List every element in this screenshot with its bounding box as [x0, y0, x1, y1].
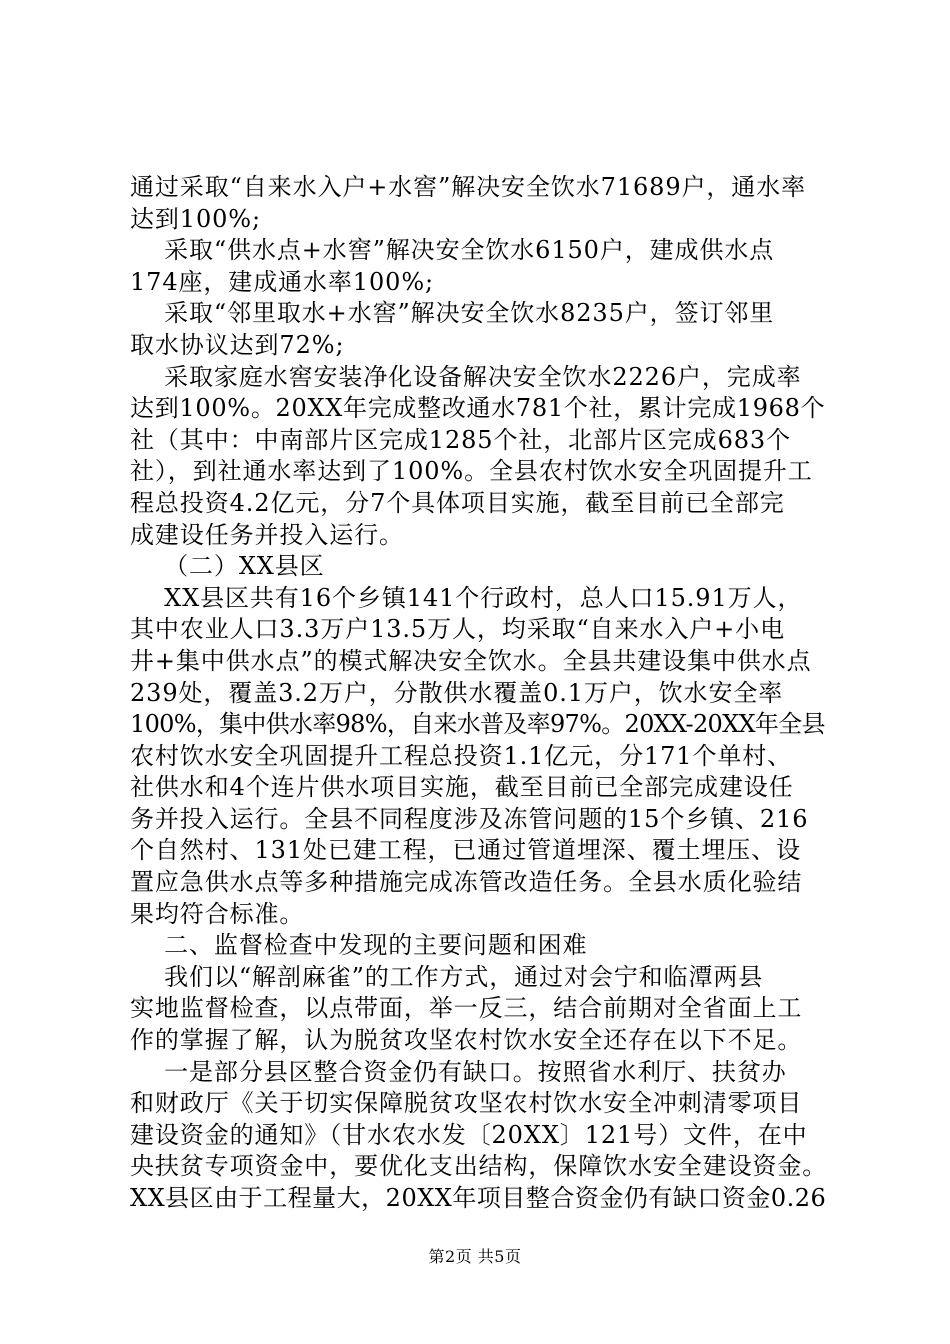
text-line: 程总投资4.2亿元，分7个具体项目实施，截至目前已全部完: [130, 488, 785, 517]
text-line: XX县区共有16个乡镇141个行政村，总人口15.91万人，: [130, 583, 803, 612]
text-line: 作的掌握了解，认为脱贫攻坚农村饮水安全还存在以下不足。: [130, 1026, 803, 1055]
document-body: [130, 172, 830, 1215]
text-line: 社），到社通水率达到了100%。全县农村饮水安全巩固提升工: [130, 457, 813, 486]
text-line: 和财政厅《关于切实保障脱贫攻坚农村饮水安全冲刺清零项目: [130, 1089, 803, 1118]
text-line: 我们以“解剖麻雀”的工作方式，通过对会宁和临潭两县: [130, 962, 764, 991]
text-line: 建设资金的通知》（甘水农水发〔20XX〕121号）文件，在中: [130, 1120, 808, 1149]
text-line: 二、监督检查中发现的主要问题和困难: [130, 931, 588, 960]
text-line: 通过采取“自来水入户+水窖”解决安全饮水71689户，通水率: [130, 173, 806, 201]
text-line: 成建设任务并投入运行。: [130, 520, 404, 549]
text-line: 取水协议达到72%;: [130, 330, 345, 359]
text-line: 其中农业人口3.3万户13.5万人，均采取“自来水入户+小电: [130, 615, 785, 644]
text-line: 达到100%;: [130, 204, 261, 233]
text-line: 务并投入运行。全县不同程度涉及冻管问题的15个乡镇、216: [130, 804, 809, 833]
text-line: 置应急供水点等多种措施完成冻管改造任务。全县水质化验结: [130, 868, 803, 897]
text-line: 社供水和4个连片供水项目实施，截至目前已全部完成建设任: [130, 773, 794, 802]
text-line: 100%，集中供水率98%，自来水普及率97%。20XX-20XX年全县: [130, 710, 825, 739]
text-line: （二）XX县区: [130, 552, 325, 581]
text-line: 达到100%。20XX年完成整改通水781个社，累计完成1968个: [130, 394, 826, 423]
text-line: 社（其中：中南部片区完成1285个社，北部片区完成683个: [130, 425, 791, 454]
page-footer: 第2页 共5页: [428, 1247, 522, 1266]
text-line: 实地监督检查，以点带面，举一反三，结合前期对全省面上工: [130, 994, 803, 1023]
text-line: 采取家庭水窖安装净化设备解决安全饮水2226户，完成率: [130, 362, 802, 391]
text-line: 174座，建成通水率100%;: [130, 267, 435, 296]
text-line: 一是部分县区整合资金仍有缺口。按照省水利厅、扶贫办: [130, 1057, 787, 1086]
text-line: 采取“供水点+水窖”解决安全饮水6150户，建成供水点: [130, 236, 775, 265]
text-line: 采取“邻里取水+水窖”解决安全饮水8235户，签订邻里: [130, 299, 775, 328]
text-line: 个自然村、131处已建工程，已通过管道埋深、覆土埋压、设: [130, 836, 802, 865]
text-line: 果均符合标准。: [130, 899, 305, 928]
text-line: 央扶贫专项资金中，要优化支出结构，保障饮水安全建设资金。: [130, 1152, 828, 1181]
text-line: 239处，覆盖3.2万户，分散供水覆盖0.1万户，饮水安全率: [130, 678, 784, 707]
text-line: XX县区由于工程量大，20XX年项目整合资金仍有缺口资金0.26: [130, 1184, 827, 1212]
text-line: 农村饮水安全巩固提升工程总投资1.1亿元，分171个单村、: [130, 741, 793, 770]
text-line: 井+集中供水点”的模式解决安全饮水。全县共建设集中供水点: [130, 646, 812, 675]
